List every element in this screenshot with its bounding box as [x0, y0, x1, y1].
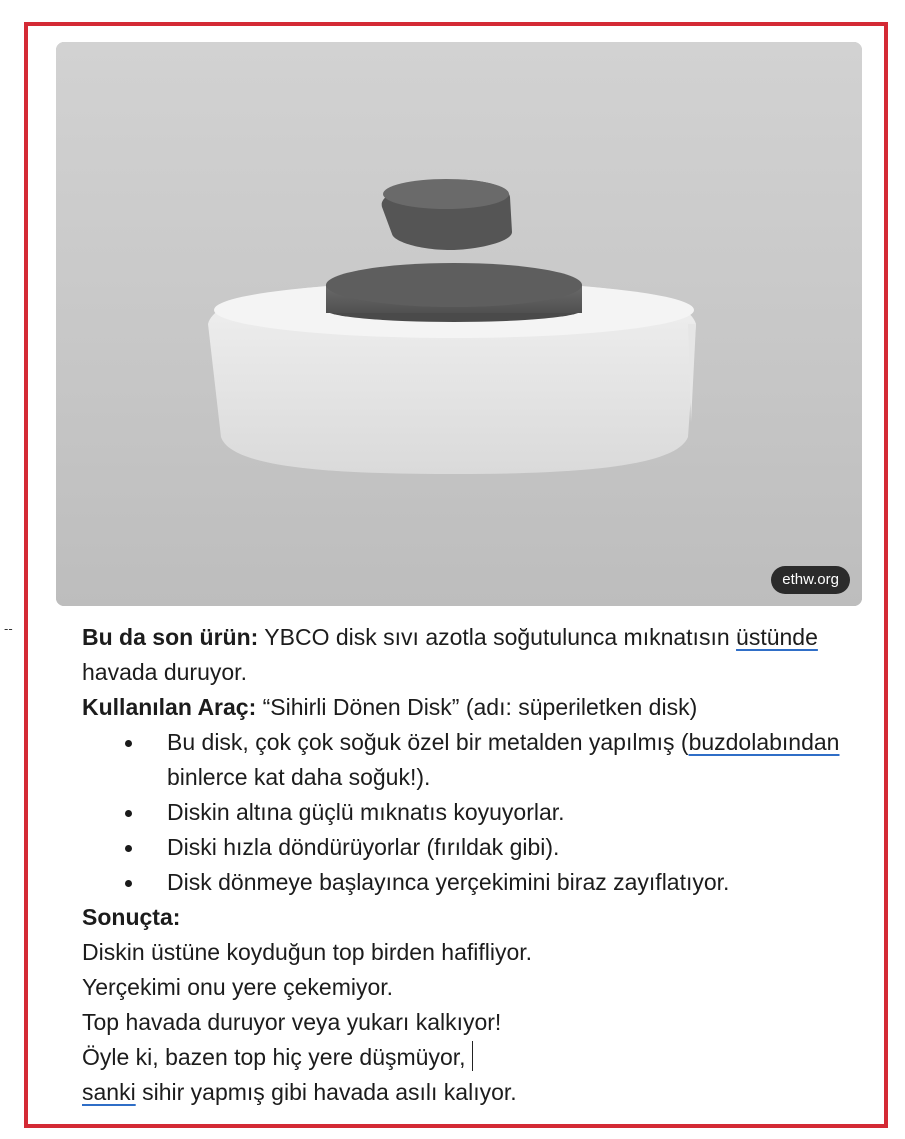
intro-label: Bu da son ürün:	[82, 624, 259, 650]
tool-label: Kullanılan Araç:	[82, 694, 257, 720]
text-cursor	[472, 1041, 473, 1071]
levitation-photo	[56, 42, 862, 606]
result-line-4	[82, 1040, 862, 1075]
bullet-1-text-b: binlerce kat daha soğuk!).	[167, 764, 431, 790]
result-line-5-text: sihir yapmış gibi havada asılı kalıyor.	[135, 1079, 517, 1105]
intro-text-b: havada duruyor.	[82, 659, 247, 685]
bullet-item: Diskin altına güçlü mıknatıs koyuyorlar.	[82, 795, 862, 830]
result-line-3: Top havada duruyor veya yukarı kalkıyor!	[82, 1009, 502, 1035]
intro-text-a: YBCO disk sıvı azotla soğutulunca mıknatısın	[258, 624, 737, 650]
margin-mark: --	[4, 622, 13, 636]
bullet-list	[82, 725, 862, 900]
levitating-disk-image	[56, 42, 862, 606]
result-label-line	[82, 900, 862, 935]
tool-text: “Sihirli Dönen Disk” (adı: süperiletken disk)	[256, 694, 698, 720]
result-line-2: Yerçekimi onu yere çekemiyor.	[82, 974, 394, 1000]
result-underlined-word: sanki	[82, 1079, 136, 1105]
tool-paragraph	[82, 690, 862, 725]
intro-underlined-word: üstünde	[736, 624, 818, 650]
bullet-item: Disk dönmeye başlayınca yerçekimini biraz zayıflatıyor.	[82, 865, 862, 900]
result-label: Sonuçta:	[82, 904, 181, 930]
bullet-1-underlined-word: buzdolabından	[688, 729, 840, 755]
result-line-1: Diskin üstüne koyduğun top birden hafifliyor.	[82, 939, 533, 965]
bullet-item: Diski hızla döndürüyorlar (fırıldak gibi).	[82, 830, 862, 865]
bullet-item	[82, 725, 862, 795]
bullet-1-text-a: Bu disk, çok çok soğuk özel bir metalden yapılmış (	[167, 729, 689, 755]
image-credit-badge: ethw.org	[771, 566, 850, 594]
result-line-5	[82, 1075, 862, 1110]
document-body	[82, 620, 862, 1110]
intro-paragraph	[82, 620, 862, 690]
result-line-4-text: Öyle ki, bazen top hiç yere düşmüyor,	[82, 1044, 466, 1070]
